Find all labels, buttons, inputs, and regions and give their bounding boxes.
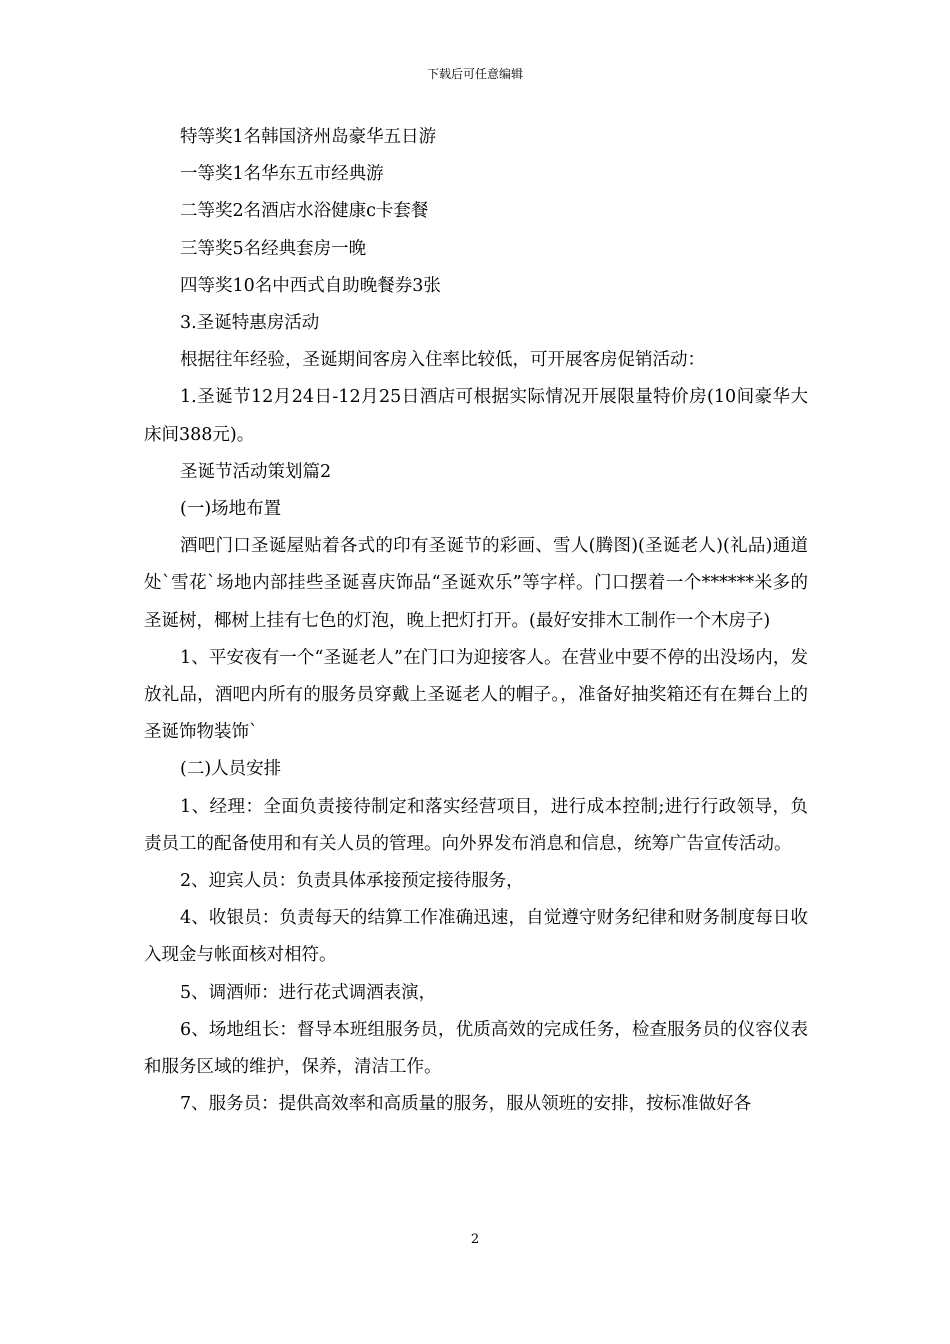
paragraph: 根据往年经验，圣诞期间客房入住率比较低，可开展客房促销活动： [180, 350, 705, 371]
paragraph: 二等奖2名酒店水浴健康c卡套餐 [180, 201, 429, 222]
page-header: 下载后可任意编辑 [426, 67, 523, 81]
document-body [144, 119, 808, 1123]
section-heading: (二)人员安排 [180, 759, 282, 780]
paragraph: 酒吧门口圣诞屋贴着各式的印有圣诞节的彩画、雪人(腾图)(圣诞老人)(礼品)通道处`雪花`场地内部挂些圣诞喜庆饰品“圣诞欢乐”等字样。门口摆着一个******米多的圣诞树，椰树上挂有七色的灯泡，晚上把灯打开。(最好安排木工制作一个木房子) [144, 536, 809, 631]
paragraph: 1.圣诞节12月24日-12月25日酒店可根据实际情况开展限量特价房(10间豪华大床间388元)。 [144, 387, 808, 445]
paragraph: 2、迎宾人员：负责具体承接预定接待服务， [180, 871, 524, 892]
page-number: 2 [470, 1232, 480, 1247]
paragraph: 5、调酒师：进行花式调酒表演， [180, 982, 437, 1003]
paragraph: 三等奖5名经典套房一晚 [180, 238, 367, 259]
paragraph: 特等奖1名韩国济州岛豪华五日游 [180, 127, 437, 147]
paragraph: 1、平安夜有一个“圣诞老人”在门口为迎接客人。在营业中要不停的出没场内，发放礼品，酒吧内所有的服务员穿戴上圣诞老人的帽子。，准备好抽奖箱还有在舞台上的圣诞饰物装饰` [144, 647, 808, 743]
paragraph: 1、经理：全面负责接待制定和落实经营项目，进行成本控制;进行行政领导，负责员工的配备使用和有关人员的管理。向外界发布消息和信息，统筹广告宣传活动。 [144, 796, 808, 854]
section-heading: 圣诞节活动策划篇2 [180, 461, 332, 482]
paragraph: 一等奖1名华东五市经典游 [180, 164, 384, 185]
paragraph: 四等奖10名中西式自助晚餐券3张 [180, 275, 441, 296]
paragraph: 6、场地组长：督导本班组服务员，优质高效的完成任务，检查服务员的仪容仪表和服务区域的维护，保养，清洁工作。 [144, 1019, 808, 1078]
paragraph: 4、收银员：负责每天的结算工作准确迅速，自觉遵守财务纪律和财务制度每日收入现金与帐面核对相符。 [144, 908, 808, 966]
section-heading: 3.圣诞特惠房活动 [180, 313, 320, 334]
section-heading: (一)场地布置 [180, 499, 282, 520]
paragraph: 7、服务员：提供高效率和高质量的服务，服从领班的安排，按标准做好各 [180, 1094, 752, 1115]
